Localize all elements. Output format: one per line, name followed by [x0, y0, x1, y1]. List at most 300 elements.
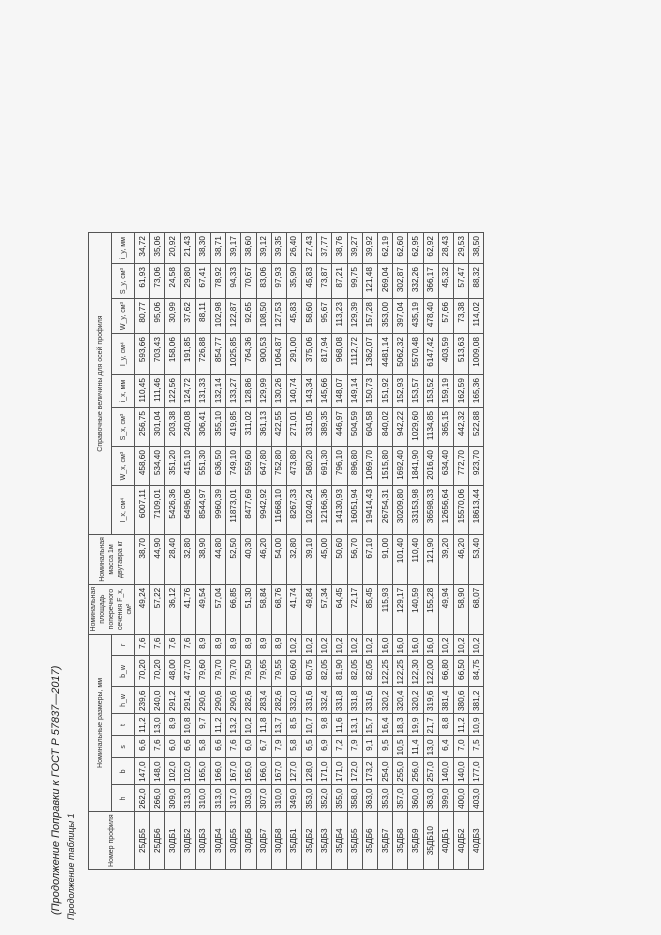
value-cell: 604,58 [362, 408, 377, 447]
value-cell: 173,2 [362, 758, 377, 785]
value-cell: 82,05 [347, 656, 362, 687]
value-cell: 7,0 [453, 736, 468, 758]
value-cell: 58,84 [256, 584, 271, 634]
value-cell: 271,01 [286, 408, 301, 447]
value-cell: 37,77 [317, 233, 332, 264]
value-cell: 167,0 [226, 758, 241, 785]
profile-name-cell: 35ДБ9 [408, 812, 423, 870]
value-cell: 9,8 [317, 714, 332, 736]
col-s: s [112, 736, 135, 758]
value-cell: 400,0 [453, 785, 468, 812]
value-cell: 9,7 [195, 714, 210, 736]
value-cell: 73,87 [317, 264, 332, 299]
value-cell: 8477,69 [241, 486, 256, 535]
value-cell: 70,67 [241, 264, 256, 299]
profile-name-cell: 40ДБ2 [453, 812, 468, 870]
value-cell: 79,55 [271, 656, 286, 687]
value-cell: 151,92 [378, 375, 393, 408]
value-cell: 4481,14 [378, 334, 393, 375]
value-cell: 13,0 [423, 736, 438, 758]
value-cell: 18613,44 [469, 486, 484, 535]
value-cell: 129,39 [347, 299, 362, 334]
value-cell: 92,65 [241, 299, 256, 334]
value-cell: 39,12 [256, 233, 271, 264]
value-cell: 817,94 [317, 334, 332, 375]
table-row [165, 233, 180, 870]
value-cell: 27,43 [302, 233, 317, 264]
value-cell: 303,0 [241, 785, 256, 812]
value-cell: 36598,33 [423, 486, 438, 535]
value-cell: 7,6 [226, 736, 241, 758]
value-cell: 152,93 [393, 375, 408, 408]
value-cell: 282,6 [271, 687, 286, 714]
value-cell: 88,32 [469, 264, 484, 299]
value-cell: 8,9 [195, 634, 210, 656]
value-cell: 49,24 [135, 584, 150, 634]
col-area: Номинальная площадь поперечного сечения F_x, см² [89, 584, 135, 634]
value-cell: 752,80 [271, 447, 286, 486]
value-cell: 129,99 [256, 375, 271, 408]
value-cell: 403,0 [469, 785, 484, 812]
value-cell: 48,00 [165, 656, 180, 687]
value-cell: 1009,08 [469, 334, 484, 375]
value-cell: 309,0 [165, 785, 180, 812]
value-cell: 1029,60 [408, 408, 423, 447]
value-cell: 44,80 [210, 535, 225, 585]
value-cell: 381,2 [469, 687, 484, 714]
value-cell: 12656,64 [438, 486, 453, 535]
value-cell: 32,80 [180, 535, 195, 585]
value-cell: 840,02 [378, 408, 393, 447]
profile-name-cell: 35ДБ1 [286, 812, 301, 870]
value-cell: 121,48 [362, 264, 377, 299]
value-cell: 10,7 [302, 714, 317, 736]
value-cell: 39,35 [271, 233, 286, 264]
value-cell: 54,00 [271, 535, 286, 585]
value-cell: 458,60 [135, 447, 150, 486]
value-cell: 320,4 [393, 687, 408, 714]
value-cell: 28,40 [165, 535, 180, 585]
table-row [226, 233, 241, 870]
value-cell: 942,22 [393, 408, 408, 447]
value-cell: 11,2 [135, 714, 150, 736]
value-cell: 534,40 [150, 447, 165, 486]
value-cell: 110,40 [408, 535, 423, 585]
value-cell: 363,0 [362, 785, 377, 812]
value-cell: 6147,42 [423, 334, 438, 375]
value-cell: 45,00 [317, 535, 332, 585]
value-cell: 79,70 [210, 656, 225, 687]
value-cell: 28,43 [438, 233, 453, 264]
value-cell: 143,34 [302, 375, 317, 408]
value-cell: 82,05 [317, 656, 332, 687]
value-cell: 127,0 [286, 758, 301, 785]
value-cell: 122,56 [165, 375, 180, 408]
value-cell: 290,6 [195, 687, 210, 714]
value-cell: 10,2 [302, 634, 317, 656]
value-cell: 375,06 [302, 334, 317, 375]
value-cell: 772,70 [453, 447, 468, 486]
value-cell: 44,90 [150, 535, 165, 585]
value-cell: 73,06 [150, 264, 165, 299]
value-cell: 26,40 [286, 233, 301, 264]
table-row [362, 233, 377, 870]
value-cell: 473,80 [286, 447, 301, 486]
value-cell: 94,33 [226, 264, 241, 299]
value-cell: 158,06 [165, 334, 180, 375]
value-cell: 203,38 [165, 408, 180, 447]
value-cell: 13,1 [347, 714, 362, 736]
value-cell: 6,5 [302, 736, 317, 758]
value-cell: 319,6 [423, 687, 438, 714]
value-cell: 122,25 [378, 656, 393, 687]
continuation-title: (Продолжение Поправки к ГОСТ Р 57837—2017) [50, 665, 62, 915]
table-row [286, 233, 301, 870]
value-cell: 352,0 [317, 785, 332, 812]
table-row [210, 233, 225, 870]
value-cell: 435,19 [408, 299, 423, 334]
value-cell: 39,92 [362, 233, 377, 264]
value-cell: 331,05 [302, 408, 317, 447]
value-cell: 49,94 [438, 584, 453, 634]
value-cell: 62,92 [423, 233, 438, 264]
value-cell: 691,30 [317, 447, 332, 486]
value-cell: 6,6 [210, 736, 225, 758]
value-cell: 29,53 [453, 233, 468, 264]
value-cell: 5,8 [195, 736, 210, 758]
col-group-ref: Справочные величины для осей профиля [89, 233, 112, 535]
value-cell: 403,59 [438, 334, 453, 375]
value-cell: 6496,06 [180, 486, 195, 535]
value-cell: 58,90 [453, 584, 468, 634]
value-cell: 380,6 [453, 687, 468, 714]
value-cell: 57,34 [317, 584, 332, 634]
value-cell: 8,9 [165, 714, 180, 736]
value-cell: 1692,40 [393, 447, 408, 486]
value-cell: 39,27 [347, 233, 362, 264]
value-cell: 87,21 [332, 264, 347, 299]
value-cell: 79,70 [226, 656, 241, 687]
value-cell: 171,0 [317, 758, 332, 785]
value-cell: 162,59 [453, 375, 468, 408]
value-cell: 310,0 [271, 785, 286, 812]
value-cell: 45,83 [286, 299, 301, 334]
value-cell: 39,17 [226, 233, 241, 264]
value-cell: 381,4 [438, 687, 453, 714]
value-cell: 10,2 [438, 634, 453, 656]
value-cell: 10,5 [393, 736, 408, 758]
value-cell: 16,0 [423, 634, 438, 656]
value-cell: 72,17 [347, 584, 362, 634]
col-iy: i_y, мм [112, 233, 135, 264]
value-cell: 79,50 [241, 656, 256, 687]
value-cell: 239,6 [135, 687, 150, 714]
value-cell: 306,41 [195, 408, 210, 447]
value-cell: 11,2 [453, 714, 468, 736]
table-row [317, 233, 332, 870]
value-cell: 282,6 [241, 687, 256, 714]
value-cell: 13,7 [271, 714, 286, 736]
value-cell: 68,76 [271, 584, 286, 634]
value-cell: 124,72 [180, 375, 195, 408]
value-cell: 6,0 [241, 736, 256, 758]
value-cell: 79,60 [195, 656, 210, 687]
value-cell: 131,33 [195, 375, 210, 408]
table-row [347, 233, 362, 870]
value-cell: 122,00 [423, 656, 438, 687]
value-cell: 389,35 [317, 408, 332, 447]
profile-name-cell: 35ДБ2 [302, 812, 317, 870]
value-cell: 122,87 [226, 299, 241, 334]
value-cell: 240,08 [180, 408, 195, 447]
value-cell: 11873,01 [226, 486, 241, 535]
value-cell: 7,6 [180, 634, 195, 656]
value-cell: 361,13 [256, 408, 271, 447]
value-cell: 37,62 [180, 299, 195, 334]
value-cell: 172,0 [347, 758, 362, 785]
profile-name-cell: 35ДБ10 [423, 812, 438, 870]
col-Iy: I_y, см⁴ [112, 334, 135, 375]
value-cell: 331,8 [332, 687, 347, 714]
value-cell: 764,36 [241, 334, 256, 375]
value-cell: 66,80 [438, 656, 453, 687]
value-cell: 357,0 [393, 785, 408, 812]
value-cell: 35,90 [286, 264, 301, 299]
value-cell: 6,7 [256, 736, 271, 758]
value-cell: 140,0 [438, 758, 453, 785]
value-cell: 57,47 [453, 264, 468, 299]
value-cell: 331,8 [347, 687, 362, 714]
value-cell: 10,9 [469, 714, 484, 736]
value-cell: 2016,40 [423, 447, 438, 486]
value-cell: 422,55 [271, 408, 286, 447]
value-cell: 38,30 [195, 233, 210, 264]
value-cell: 349,0 [286, 785, 301, 812]
value-cell: 11,6 [332, 714, 347, 736]
value-cell: 6,0 [165, 736, 180, 758]
table-row [195, 233, 210, 870]
value-cell: 355,0 [332, 785, 347, 812]
value-cell: 62,19 [378, 233, 393, 264]
value-cell: 257,0 [423, 758, 438, 785]
value-cell: 84,75 [469, 656, 484, 687]
value-cell: 81,90 [332, 656, 347, 687]
value-cell: 99,75 [347, 264, 362, 299]
value-cell: 10,2 [469, 634, 484, 656]
value-cell: 32,80 [286, 535, 301, 585]
value-cell: 47,70 [180, 656, 195, 687]
value-cell: 53,40 [469, 535, 484, 585]
value-cell: 66,85 [226, 584, 241, 634]
value-cell: 291,00 [286, 334, 301, 375]
value-cell: 290,6 [210, 687, 225, 714]
value-cell: 8,9 [256, 634, 271, 656]
value-cell: 5426,36 [165, 486, 180, 535]
table-row [423, 233, 438, 870]
value-cell: 41,76 [180, 584, 195, 634]
value-cell: 157,28 [362, 299, 377, 334]
col-hw: h_w [112, 687, 135, 714]
profile-name-cell: 30ДБ4 [210, 812, 225, 870]
profile-name-cell: 30ДБ7 [256, 812, 271, 870]
value-cell: 34,72 [135, 233, 150, 264]
value-cell: 70,20 [135, 656, 150, 687]
value-cell: 332,0 [286, 687, 301, 714]
table-row [378, 233, 393, 870]
value-cell: 147,0 [135, 758, 150, 785]
value-cell: 166,0 [210, 758, 225, 785]
value-cell: 46,20 [453, 535, 468, 585]
table-row [135, 233, 150, 870]
value-cell: 301,04 [150, 408, 165, 447]
value-cell: 108,50 [256, 299, 271, 334]
value-cell: 255,0 [393, 758, 408, 785]
value-cell: 13,0 [150, 714, 165, 736]
value-cell: 39,10 [302, 535, 317, 585]
value-cell: 559,60 [241, 447, 256, 486]
value-cell: 647,80 [256, 447, 271, 486]
value-cell: 140,0 [453, 758, 468, 785]
value-cell: 24,58 [165, 264, 180, 299]
value-cell: 51,30 [241, 584, 256, 634]
value-cell: 13,2 [226, 714, 241, 736]
value-cell: 1064,87 [271, 334, 286, 375]
value-cell: 703,43 [150, 334, 165, 375]
value-cell: 9,1 [362, 736, 377, 758]
value-cell: 353,0 [378, 785, 393, 812]
profile-name-cell: 40ДБ1 [438, 812, 453, 870]
value-cell: 122,25 [393, 656, 408, 687]
value-cell: 149,14 [347, 375, 362, 408]
value-cell: 353,0 [302, 785, 317, 812]
value-cell: 91,00 [378, 535, 393, 585]
profile-name-cell: 35ДБ4 [332, 812, 347, 870]
value-cell: 10240,24 [302, 486, 317, 535]
value-cell: 67,10 [362, 535, 377, 585]
col-ix: i_x, мм [112, 375, 135, 408]
value-cell: 854,77 [210, 334, 225, 375]
value-cell: 128,86 [241, 375, 256, 408]
value-cell: 11,2 [210, 714, 225, 736]
value-cell: 7,6 [165, 634, 180, 656]
value-cell: 5062,32 [393, 334, 408, 375]
value-cell: 11668,10 [271, 486, 286, 535]
value-cell: 923,70 [469, 447, 484, 486]
value-cell: 8544,97 [195, 486, 210, 535]
profile-name-cell: 30ДБ5 [226, 812, 241, 870]
value-cell: 64,45 [332, 584, 347, 634]
value-cell: 101,40 [393, 535, 408, 585]
value-cell: 159,19 [438, 375, 453, 408]
value-cell: 636,50 [210, 447, 225, 486]
value-cell: 12166,36 [317, 486, 332, 535]
value-cell: 240,0 [150, 687, 165, 714]
col-profile: Номер профиля [89, 812, 135, 870]
value-cell: 110,45 [135, 375, 150, 408]
col-Wy: W_y, см³ [112, 299, 135, 334]
value-cell: 351,20 [165, 447, 180, 486]
value-cell: 8,9 [271, 634, 286, 656]
value-cell: 88,11 [195, 299, 210, 334]
value-cell: 353,00 [378, 299, 393, 334]
value-cell: 9942,92 [256, 486, 271, 535]
value-cell: 145,66 [317, 375, 332, 408]
value-cell: 97,93 [271, 264, 286, 299]
value-cell: 128,0 [302, 758, 317, 785]
value-cell: 165,0 [241, 758, 256, 785]
value-cell: 10,2 [453, 634, 468, 656]
value-cell: 18,3 [393, 714, 408, 736]
profile-table [88, 232, 484, 870]
value-cell: 38,71 [210, 233, 225, 264]
value-cell: 68,07 [469, 584, 484, 634]
profile-name-cell: 25ДБ5 [135, 812, 150, 870]
value-cell: 14130,93 [332, 486, 347, 535]
col-Ix: I_x, см⁴ [112, 486, 135, 535]
value-cell: 166,0 [256, 758, 271, 785]
value-cell: 522,88 [469, 408, 484, 447]
value-cell: 513,63 [453, 334, 468, 375]
col-b: b [112, 758, 135, 785]
profile-name-cell: 30ДБ6 [241, 812, 256, 870]
value-cell: 19,9 [408, 714, 423, 736]
value-cell: 7,5 [469, 736, 484, 758]
value-cell: 133,27 [226, 375, 241, 408]
value-cell: 165,0 [195, 758, 210, 785]
value-cell: 726,88 [195, 334, 210, 375]
value-cell: 262,0 [135, 785, 150, 812]
value-cell: 21,7 [423, 714, 438, 736]
value-cell: 8,9 [241, 634, 256, 656]
value-cell: 41,74 [286, 584, 301, 634]
value-cell: 16,0 [393, 634, 408, 656]
value-cell: 365,15 [438, 408, 453, 447]
value-cell: 320,2 [378, 687, 393, 714]
value-cell: 6,6 [180, 736, 195, 758]
value-cell: 10,2 [241, 714, 256, 736]
value-cell: 80,77 [135, 299, 150, 334]
value-cell: 165,36 [469, 375, 484, 408]
profile-name-cell: 35ДБ7 [378, 812, 393, 870]
value-cell: 45,32 [438, 264, 453, 299]
value-cell: 7,6 [150, 736, 165, 758]
value-cell: 61,93 [135, 264, 150, 299]
value-cell: 10,2 [362, 634, 377, 656]
value-cell: 114,02 [469, 299, 484, 334]
value-cell: 313,0 [180, 785, 195, 812]
profile-name-cell: 30ДБ1 [165, 812, 180, 870]
value-cell: 30,99 [165, 299, 180, 334]
value-cell: 102,0 [165, 758, 180, 785]
value-cell: 11,4 [408, 736, 423, 758]
col-mass: Номинальная масса 1м двутавра кг [89, 535, 135, 585]
value-cell: 7,9 [347, 736, 362, 758]
value-cell: 78,92 [210, 264, 225, 299]
table-row [438, 233, 453, 870]
table-row [271, 233, 286, 870]
value-cell: 331,6 [302, 687, 317, 714]
value-cell: 442,32 [453, 408, 468, 447]
value-cell: 191,85 [180, 334, 195, 375]
value-cell: 33153,98 [408, 486, 423, 535]
profile-name-cell: 35ДБ6 [362, 812, 377, 870]
profile-name-cell: 35ДБ8 [393, 812, 408, 870]
value-cell: 150,73 [362, 375, 377, 408]
value-cell: 38,90 [195, 535, 210, 585]
value-cell: 35,06 [150, 233, 165, 264]
value-cell: 1515,80 [378, 447, 393, 486]
value-cell: 6007,11 [135, 486, 150, 535]
